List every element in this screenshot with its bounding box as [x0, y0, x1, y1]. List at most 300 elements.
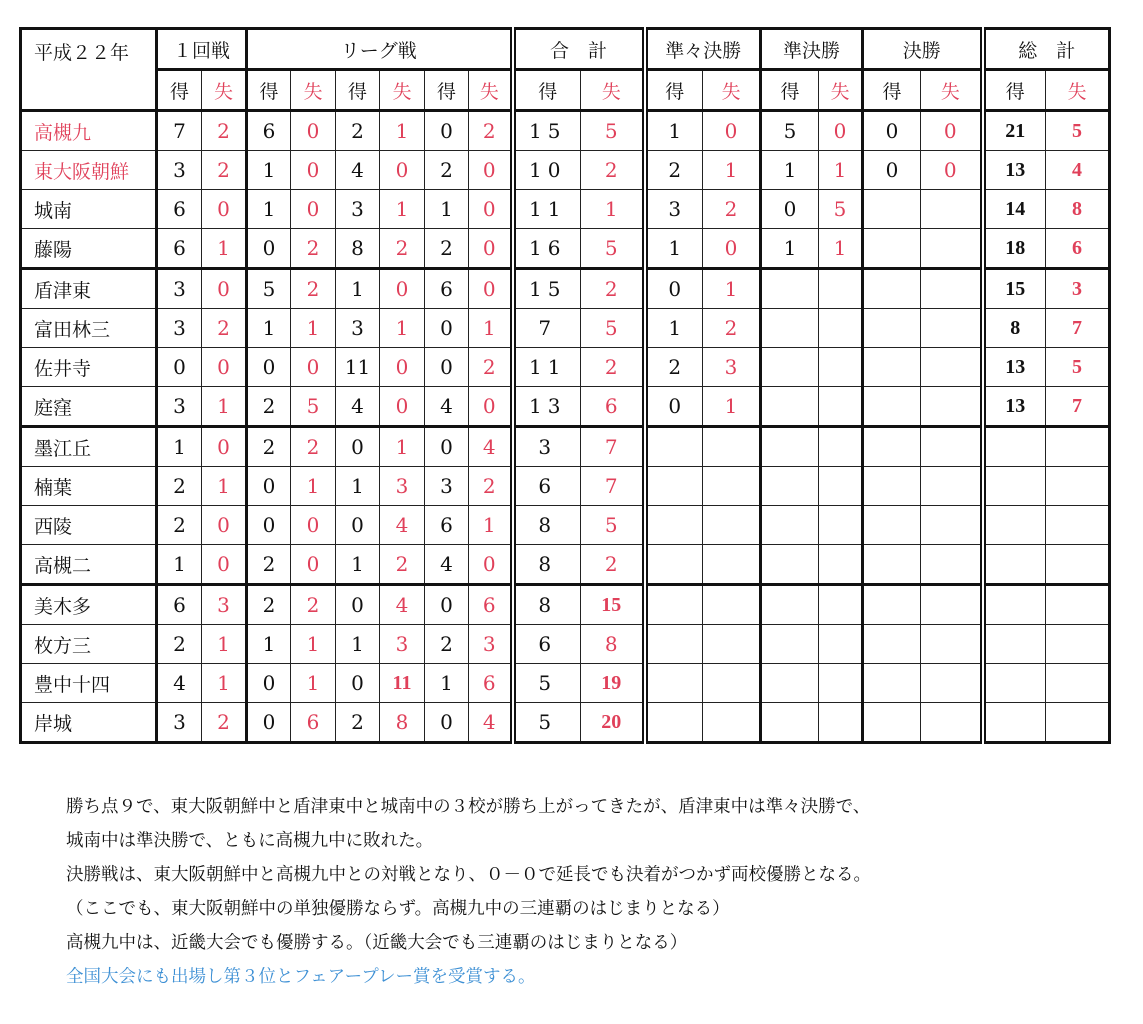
conceded-cell: 4	[380, 506, 425, 545]
table-row	[21, 269, 1110, 309]
scored-header: 得	[863, 70, 921, 111]
conceded-cell	[819, 506, 863, 545]
conceded-cell: 0	[380, 269, 425, 309]
notes	[66, 790, 871, 994]
scored-cell	[983, 703, 1046, 743]
conceded-cell	[1046, 625, 1110, 664]
school-name: 盾津東	[21, 269, 157, 309]
conceded-cell	[703, 506, 761, 545]
scored-cell: 6	[513, 467, 581, 506]
table-row	[21, 585, 1110, 625]
conceded-cell	[819, 348, 863, 387]
conceded-cell: 0	[469, 190, 513, 229]
conceded-cell: 3	[1046, 269, 1110, 309]
scored-cell: 4	[336, 387, 380, 427]
scored-cell	[761, 309, 819, 348]
conceded-cell: 11	[380, 664, 425, 703]
conceded-cell	[819, 703, 863, 743]
scored-cell: 1	[247, 309, 291, 348]
scored-cell: 10	[513, 151, 581, 190]
scored-cell	[645, 467, 703, 506]
conceded-cell: 1	[202, 625, 247, 664]
scored-cell: 2	[247, 427, 291, 467]
scored-cell: 4	[157, 664, 202, 703]
scored-cell: 4	[425, 545, 469, 585]
year-header: 平成２２年	[21, 29, 157, 111]
scored-cell: 15	[513, 269, 581, 309]
scored-cell: 0	[425, 427, 469, 467]
scored-header: 得	[336, 70, 380, 111]
conceded-cell: 1	[291, 625, 336, 664]
scored-cell: 11	[336, 348, 380, 387]
scored-cell: 16	[513, 229, 581, 269]
school-name: 高槻二	[21, 545, 157, 585]
conceded-cell	[819, 625, 863, 664]
table-row	[21, 506, 1110, 545]
scored-cell: 1	[425, 190, 469, 229]
scored-cell	[761, 269, 819, 309]
scored-cell	[645, 664, 703, 703]
scored-cell: 2	[247, 585, 291, 625]
conceded-cell: 5	[581, 506, 645, 545]
scored-cell: 1	[336, 467, 380, 506]
note-line: 城南中は準決勝で、ともに高槻九中に敗れた。	[66, 831, 434, 851]
conceded-cell: 1	[291, 467, 336, 506]
scored-cell: 8	[513, 585, 581, 625]
scored-cell: 0	[247, 664, 291, 703]
scored-cell: 0	[247, 467, 291, 506]
scored-cell: 3	[645, 190, 703, 229]
scored-cell: 3	[157, 309, 202, 348]
conceded-cell: 4	[380, 585, 425, 625]
conceded-cell: 3	[469, 625, 513, 664]
scored-cell	[645, 545, 703, 585]
conceded-header: 失	[469, 70, 513, 111]
scored-cell: 6	[425, 269, 469, 309]
results-table	[19, 27, 1111, 744]
conceded-cell: 5	[581, 229, 645, 269]
scored-cell: 6	[157, 585, 202, 625]
scored-cell: 15	[513, 111, 581, 151]
conceded-cell: 5	[1046, 111, 1110, 151]
conceded-cell: 15	[581, 585, 645, 625]
scored-cell: 3	[336, 309, 380, 348]
table-row	[21, 664, 1110, 703]
scored-cell: 6	[157, 190, 202, 229]
conceded-cell: 5	[819, 190, 863, 229]
conceded-cell: 6	[291, 703, 336, 743]
table-row	[21, 387, 1110, 427]
scored-cell: 6	[157, 229, 202, 269]
conceded-cell: 0	[469, 269, 513, 309]
scored-cell	[863, 625, 921, 664]
scored-cell: 5	[247, 269, 291, 309]
scored-cell: 13	[983, 151, 1046, 190]
conceded-cell: 1	[202, 467, 247, 506]
scored-cell	[863, 427, 921, 467]
school-name: 城南	[21, 190, 157, 229]
school-name: 庭窪	[21, 387, 157, 427]
conceded-cell: 1	[469, 309, 513, 348]
scored-cell	[761, 506, 819, 545]
conceded-cell: 1	[581, 190, 645, 229]
conceded-cell: 2	[202, 703, 247, 743]
conceded-cell: 8	[581, 625, 645, 664]
final-header: 決勝	[863, 29, 983, 70]
table-row	[21, 703, 1110, 743]
scored-cell: 1	[336, 545, 380, 585]
scored-cell: 1	[247, 190, 291, 229]
table-row	[21, 190, 1110, 229]
quarterfinal-header: 準々決勝	[645, 29, 761, 70]
conceded-cell: 6	[1046, 229, 1110, 269]
scored-cell	[761, 545, 819, 585]
note-line: 勝ち点９で、東大阪朝鮮中と盾津東中と城南中の３校が勝ち上がってきたが、盾津東中は準々決勝で、	[66, 797, 871, 817]
conceded-cell: 0	[291, 506, 336, 545]
conceded-cell: 5	[581, 309, 645, 348]
scored-cell: 4	[336, 151, 380, 190]
conceded-cell: 6	[469, 585, 513, 625]
scored-cell: 1	[157, 545, 202, 585]
school-name: 楠葉	[21, 467, 157, 506]
conceded-cell: 8	[380, 703, 425, 743]
conceded-cell: 20	[581, 703, 645, 743]
scored-cell: 1	[645, 229, 703, 269]
conceded-cell	[1046, 585, 1110, 625]
scored-cell: 3	[513, 427, 581, 467]
scored-cell: 2	[425, 151, 469, 190]
scored-cell: 0	[425, 348, 469, 387]
conceded-cell: 1	[202, 229, 247, 269]
scored-cell: 3	[157, 269, 202, 309]
conceded-cell: 0	[380, 387, 425, 427]
scored-cell	[863, 545, 921, 585]
conceded-cell	[921, 387, 983, 427]
conceded-cell	[921, 309, 983, 348]
table-row	[21, 229, 1110, 269]
conceded-cell: 2	[380, 545, 425, 585]
scored-cell: 2	[157, 467, 202, 506]
conceded-cell	[819, 664, 863, 703]
school-name: 東大阪朝鮮	[21, 151, 157, 190]
scored-cell	[761, 467, 819, 506]
note-line: （ここでも、東大阪朝鮮中の単独優勝ならず。高槻九中の三連覇のはじまりとなる）	[66, 899, 730, 919]
table-row	[21, 348, 1110, 387]
conceded-cell: 2	[581, 545, 645, 585]
conceded-cell: 0	[291, 348, 336, 387]
conceded-cell: 2	[202, 309, 247, 348]
scored-cell: 1	[247, 625, 291, 664]
conceded-cell: 2	[469, 467, 513, 506]
conceded-cell: 0	[202, 269, 247, 309]
conceded-cell	[1046, 506, 1110, 545]
scored-cell: 1	[336, 625, 380, 664]
conceded-header: 失	[703, 70, 761, 111]
scored-cell	[863, 585, 921, 625]
conceded-cell	[703, 467, 761, 506]
conceded-cell	[921, 229, 983, 269]
scored-cell	[863, 387, 921, 427]
conceded-cell: 2	[202, 111, 247, 151]
conceded-cell: 1	[380, 427, 425, 467]
conceded-cell: 1	[291, 664, 336, 703]
table-row	[21, 309, 1110, 348]
scored-cell	[645, 625, 703, 664]
scored-cell	[863, 703, 921, 743]
scored-cell	[761, 585, 819, 625]
scored-cell: 0	[645, 387, 703, 427]
conceded-cell: 2	[380, 229, 425, 269]
scored-cell: 1	[645, 111, 703, 151]
scored-cell: 0	[157, 348, 202, 387]
table-row	[21, 151, 1110, 190]
conceded-cell: 3	[703, 348, 761, 387]
scored-cell: 1	[761, 151, 819, 190]
scored-cell: 2	[645, 348, 703, 387]
semifinal-header: 準決勝	[761, 29, 863, 70]
conceded-cell: 2	[469, 111, 513, 151]
conceded-cell	[921, 190, 983, 229]
scored-cell	[645, 427, 703, 467]
conceded-cell: 0	[380, 348, 425, 387]
scored-cell: 1	[425, 664, 469, 703]
scored-cell	[761, 625, 819, 664]
scored-cell: 0	[645, 269, 703, 309]
scored-header: 得	[983, 70, 1046, 111]
conceded-cell: 1	[202, 387, 247, 427]
scored-cell: 1	[645, 309, 703, 348]
scored-cell: 2	[157, 506, 202, 545]
conceded-cell: 0	[202, 545, 247, 585]
scored-cell: 8	[336, 229, 380, 269]
conceded-cell	[819, 467, 863, 506]
conceded-cell	[921, 703, 983, 743]
conceded-cell: 0	[202, 506, 247, 545]
conceded-cell	[921, 585, 983, 625]
conceded-cell: 0	[202, 427, 247, 467]
conceded-cell: 3	[380, 467, 425, 506]
conceded-cell	[921, 664, 983, 703]
grand-total-header: 総 計	[983, 29, 1110, 70]
conceded-cell	[819, 585, 863, 625]
conceded-cell	[921, 625, 983, 664]
conceded-cell: 0	[703, 111, 761, 151]
conceded-cell: 2	[202, 151, 247, 190]
conceded-cell: 0	[921, 151, 983, 190]
scored-cell: 11	[513, 190, 581, 229]
conceded-cell: 0	[469, 151, 513, 190]
scored-cell: 6	[513, 625, 581, 664]
conceded-cell: 6	[469, 664, 513, 703]
scored-cell: 2	[247, 387, 291, 427]
conceded-cell: 2	[291, 269, 336, 309]
conceded-cell: 2	[703, 309, 761, 348]
conceded-cell: 1	[202, 664, 247, 703]
scored-cell: 0	[336, 664, 380, 703]
conceded-cell: 7	[1046, 309, 1110, 348]
conceded-header: 失	[819, 70, 863, 111]
scored-cell: 8	[513, 506, 581, 545]
scored-cell: 0	[247, 348, 291, 387]
scored-cell: 3	[157, 703, 202, 743]
scored-header: 得	[157, 70, 202, 111]
scored-cell	[983, 545, 1046, 585]
table-row	[21, 111, 1110, 151]
scored-cell: 2	[157, 625, 202, 664]
conceded-cell	[921, 348, 983, 387]
scored-cell	[645, 703, 703, 743]
scored-cell	[645, 506, 703, 545]
scored-cell: 3	[157, 387, 202, 427]
scored-cell	[863, 348, 921, 387]
conceded-cell	[1046, 664, 1110, 703]
scored-cell	[863, 229, 921, 269]
scored-cell: 0	[247, 703, 291, 743]
scored-cell	[863, 506, 921, 545]
conceded-cell: 0	[202, 190, 247, 229]
conceded-cell: 0	[469, 545, 513, 585]
scored-cell: 21	[983, 111, 1046, 151]
scored-cell: 2	[425, 625, 469, 664]
conceded-header: 失	[921, 70, 983, 111]
scored-cell: 1	[247, 151, 291, 190]
scored-cell	[863, 467, 921, 506]
school-name: 豊中十四	[21, 664, 157, 703]
table-row	[21, 545, 1110, 585]
conceded-cell: 2	[291, 585, 336, 625]
conceded-cell	[703, 625, 761, 664]
scored-header: 得	[247, 70, 291, 111]
scored-cell	[863, 269, 921, 309]
scored-cell	[761, 387, 819, 427]
conceded-cell: 1	[703, 269, 761, 309]
total-header: 合 計	[513, 29, 645, 70]
conceded-header: 失	[380, 70, 425, 111]
conceded-header: 失	[202, 70, 247, 111]
scored-cell: 0	[247, 229, 291, 269]
conceded-cell: 2	[581, 151, 645, 190]
conceded-cell: 1	[819, 151, 863, 190]
scored-cell	[983, 467, 1046, 506]
scored-cell: 13	[513, 387, 581, 427]
conceded-cell	[1046, 545, 1110, 585]
scored-cell: 3	[336, 190, 380, 229]
conceded-cell	[1046, 703, 1110, 743]
conceded-cell	[703, 427, 761, 467]
scored-header: 得	[513, 70, 581, 111]
scored-cell	[761, 664, 819, 703]
conceded-cell: 0	[291, 545, 336, 585]
scored-cell: 4	[425, 387, 469, 427]
conceded-cell: 1	[380, 111, 425, 151]
conceded-cell: 7	[581, 427, 645, 467]
scored-cell	[863, 190, 921, 229]
conceded-cell: 8	[1046, 190, 1110, 229]
table-row	[21, 625, 1110, 664]
conceded-cell	[921, 545, 983, 585]
scored-cell: 2	[247, 545, 291, 585]
conceded-cell	[703, 585, 761, 625]
scored-header: 得	[761, 70, 819, 111]
conceded-cell	[921, 427, 983, 467]
round1-header: １回戦	[157, 29, 247, 70]
conceded-cell: 2	[469, 348, 513, 387]
conceded-cell: 5	[1046, 348, 1110, 387]
conceded-cell: 5	[581, 111, 645, 151]
scored-cell: 8	[983, 309, 1046, 348]
scored-cell: 14	[983, 190, 1046, 229]
conceded-cell: 19	[581, 664, 645, 703]
scored-cell	[983, 506, 1046, 545]
scored-cell: 3	[425, 467, 469, 506]
conceded-cell	[921, 467, 983, 506]
conceded-cell: 0	[469, 229, 513, 269]
conceded-cell	[921, 506, 983, 545]
scored-cell	[983, 427, 1046, 467]
conceded-cell: 1	[380, 190, 425, 229]
scored-cell: 5	[513, 664, 581, 703]
conceded-cell: 1	[380, 309, 425, 348]
conceded-cell: 5	[291, 387, 336, 427]
scored-cell: 0	[425, 585, 469, 625]
conceded-header: 失	[291, 70, 336, 111]
conceded-cell: 3	[202, 585, 247, 625]
scored-cell: 0	[863, 151, 921, 190]
scored-cell	[761, 703, 819, 743]
conceded-cell: 0	[202, 348, 247, 387]
conceded-cell: 0	[380, 151, 425, 190]
scored-cell: 2	[425, 229, 469, 269]
conceded-cell: 2	[581, 348, 645, 387]
table-row	[21, 467, 1110, 506]
conceded-cell: 0	[819, 111, 863, 151]
scored-cell: 2	[336, 111, 380, 151]
scored-cell: 2	[645, 151, 703, 190]
scored-header: 得	[425, 70, 469, 111]
conceded-cell: 2	[291, 427, 336, 467]
conceded-cell	[819, 309, 863, 348]
conceded-cell: 7	[1046, 387, 1110, 427]
conceded-cell: 0	[291, 190, 336, 229]
conceded-cell: 2	[581, 269, 645, 309]
conceded-cell: 0	[469, 387, 513, 427]
scored-cell: 1	[761, 229, 819, 269]
conceded-cell	[703, 545, 761, 585]
conceded-cell: 0	[291, 151, 336, 190]
scored-cell: 0	[336, 506, 380, 545]
scored-header: 得	[645, 70, 703, 111]
conceded-cell: 4	[469, 427, 513, 467]
scored-cell: 0	[425, 111, 469, 151]
conceded-cell: 2	[703, 190, 761, 229]
school-name: 美木多	[21, 585, 157, 625]
school-name: 墨江丘	[21, 427, 157, 467]
scored-cell: 1	[336, 269, 380, 309]
conceded-cell	[921, 269, 983, 309]
scored-cell: 2	[336, 703, 380, 743]
conceded-cell: 1	[819, 229, 863, 269]
scored-cell: 13	[983, 387, 1046, 427]
league-header: リーグ戦	[247, 29, 513, 70]
conceded-cell	[1046, 467, 1110, 506]
school-name: 岸城	[21, 703, 157, 743]
conceded-cell	[819, 545, 863, 585]
scored-cell: 0	[863, 111, 921, 151]
scored-cell	[983, 585, 1046, 625]
scored-cell: 3	[157, 151, 202, 190]
conceded-cell	[1046, 427, 1110, 467]
scored-cell	[645, 585, 703, 625]
